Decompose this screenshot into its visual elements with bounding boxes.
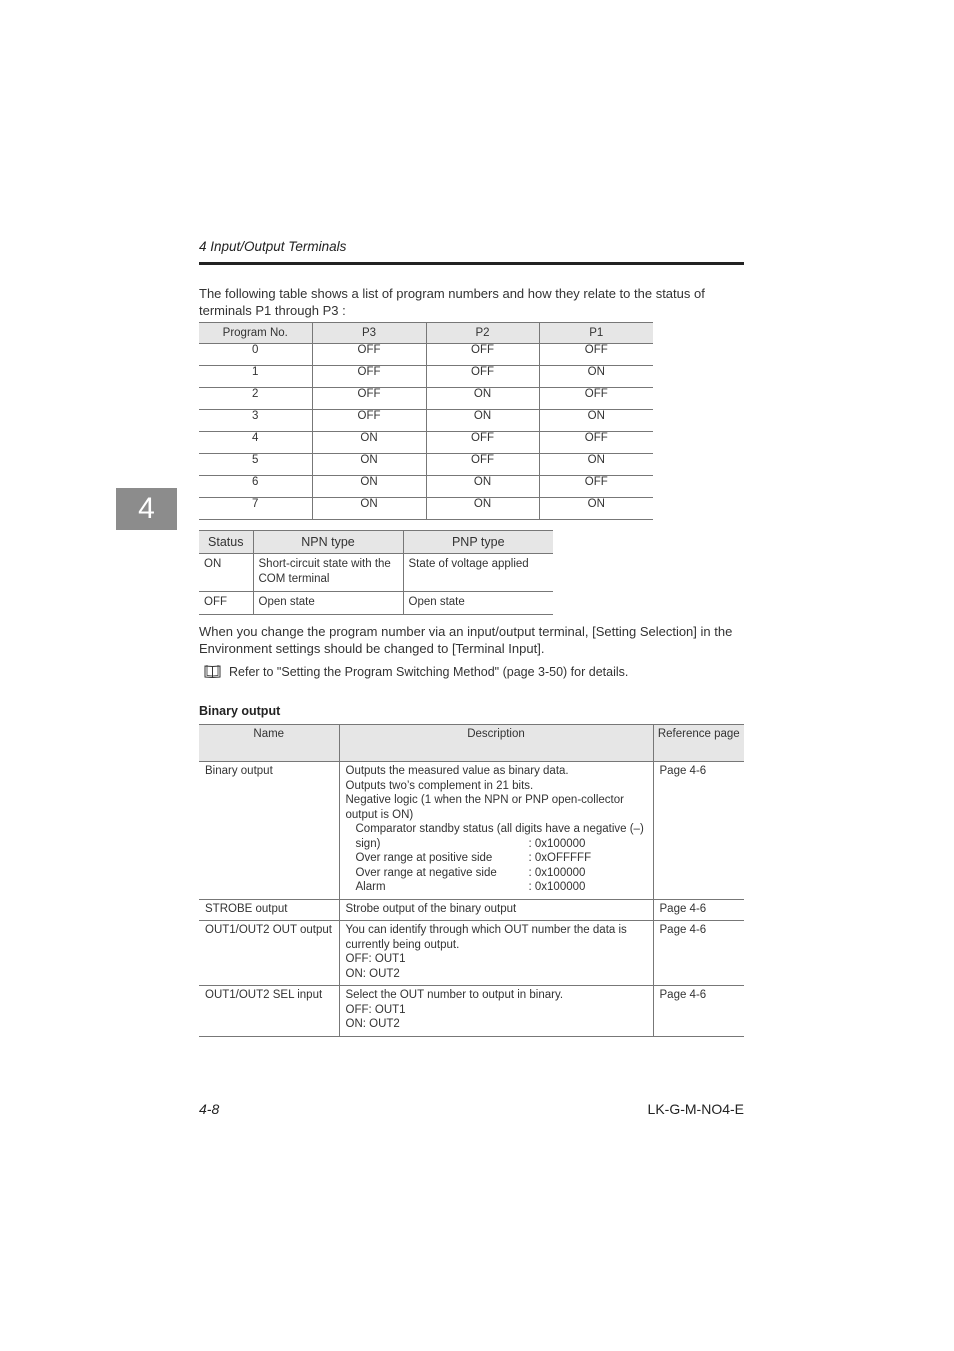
table-cell: OFF — [539, 388, 653, 410]
document-code: LK-G-M-NO4-E — [647, 1101, 744, 1117]
table-cell: ON — [312, 476, 426, 498]
row-reference: Page 4-6 — [653, 899, 744, 921]
table-cell: OFF — [539, 432, 653, 454]
program-table — [199, 322, 653, 520]
description-line: OFF: OUT1 — [345, 1003, 406, 1016]
table-cell: OFF — [426, 344, 539, 366]
table-cell: 7 — [199, 498, 312, 520]
description-line: OFF: OUT1 — [345, 953, 406, 965]
table-row — [199, 476, 653, 498]
column-header: Program No. — [199, 323, 312, 344]
binary-output-table — [199, 724, 744, 1037]
description-line: You can identify through which OUT number the data is currently being output. — [345, 924, 627, 951]
value-row — [346, 851, 648, 866]
table-cell: ON — [199, 554, 253, 592]
table-cell: OFF — [426, 432, 539, 454]
value-row — [346, 880, 648, 895]
book-icon — [204, 664, 221, 679]
table-row — [199, 344, 653, 366]
row-name: OUT1/OUT2 OUT output — [199, 921, 339, 986]
description-line: Strobe output of the binary output — [345, 902, 517, 915]
value-text: : 0x100000 — [528, 866, 586, 879]
table-cell: ON — [539, 454, 653, 476]
column-header-reference: Reference page — [653, 725, 744, 762]
table-row — [199, 432, 653, 454]
table-row — [199, 921, 744, 986]
table-cell: ON — [426, 476, 539, 498]
binary-output-heading: Binary output — [199, 704, 281, 718]
table-row — [199, 986, 744, 1037]
description-line: ON: OUT2 — [345, 967, 400, 980]
section-title: 4 Input/Output Terminals — [199, 239, 347, 254]
description-line: Outputs the measured value as binary data. — [345, 765, 569, 777]
value-text: : 0xOFFFFF — [528, 852, 592, 864]
description-line: ON: OUT2 — [345, 1018, 400, 1030]
table-cell: Open state — [403, 592, 553, 615]
table-cell: 3 — [199, 410, 312, 432]
column-header: P1 — [539, 323, 653, 344]
column-header-name: Name — [199, 725, 339, 762]
reference-text: Refer to "Setting the Program Switching Method" (page 3-50) for details. — [229, 665, 629, 679]
table-row — [199, 410, 653, 432]
table-row — [199, 762, 744, 900]
row-reference: Page 4-6 — [653, 921, 744, 986]
chapter-tab: 4 — [116, 488, 177, 530]
table-cell: ON — [426, 388, 539, 410]
table-cell: OFF — [539, 344, 653, 366]
value-label: Over range at negative side — [355, 866, 497, 879]
table-cell: 5 — [199, 454, 312, 476]
column-header: NPN type — [253, 531, 403, 554]
table-row — [199, 899, 744, 921]
row-reference: Page 4-6 — [653, 762, 744, 900]
row-description — [339, 921, 653, 986]
table-cell: 0 — [199, 344, 312, 366]
table-cell: Short-circuit state with the COM terminal — [253, 554, 403, 592]
value-text: : 0x100000 — [528, 881, 586, 893]
row-description — [339, 986, 653, 1037]
table-row — [199, 454, 653, 476]
table-cell: ON — [312, 454, 426, 476]
reference-note — [204, 664, 628, 681]
table-cell: 2 — [199, 388, 312, 410]
table-row — [199, 498, 653, 520]
value-row — [346, 866, 648, 881]
table-cell: ON — [426, 410, 539, 432]
value-label: Alarm — [355, 881, 386, 893]
column-header: P3 — [312, 323, 426, 344]
table-cell: ON — [539, 366, 653, 388]
table-cell: OFF — [312, 366, 426, 388]
table-cell: ON — [312, 498, 426, 520]
status-table — [199, 530, 553, 615]
standby-value: : 0x100000 — [528, 837, 586, 850]
row-name: OUT1/OUT2 SEL input — [199, 986, 339, 1037]
program-table-header-row — [199, 323, 653, 344]
table-cell: 6 — [199, 476, 312, 498]
row-name: STROBE output — [199, 899, 339, 921]
row-name: Binary output — [199, 762, 339, 900]
column-header: PNP type — [403, 531, 553, 554]
binary-table-header-row — [199, 725, 744, 762]
table-cell: OFF — [312, 344, 426, 366]
table-cell: OFF — [312, 388, 426, 410]
description-line: Select the OUT number to output in binary. — [345, 989, 564, 1001]
column-header: Status — [199, 531, 253, 554]
description-line: Negative logic (1 when the NPN or PNP open-collector output is ON) — [345, 794, 624, 821]
table-row — [199, 554, 553, 592]
table-cell: Open state — [253, 592, 403, 615]
table-cell: 1 — [199, 366, 312, 388]
value-label: Over range at positive side — [355, 852, 493, 864]
row-reference: Page 4-6 — [653, 986, 744, 1037]
table-row — [199, 366, 653, 388]
table-cell: OFF — [539, 476, 653, 498]
table-cell: State of voltage applied — [403, 554, 553, 592]
table-row — [199, 592, 553, 615]
table-row — [199, 388, 653, 410]
standby-status-entry — [346, 822, 648, 851]
table-cell: OFF — [199, 592, 253, 615]
table-cell: ON — [312, 432, 426, 454]
column-header-description: Description — [339, 725, 653, 762]
table-cell: OFF — [426, 366, 539, 388]
table-cell: 4 — [199, 432, 312, 454]
table-cell: OFF — [312, 410, 426, 432]
description-line: Outputs two’s complement in 21 bits. — [345, 779, 534, 792]
intro-paragraph: The following table shows a list of program numbers and how they relate to the status of terminals P1 through P3 : — [199, 286, 705, 318]
description-line: Comparator standby status (all digits have a negative (–) sign) — [355, 823, 644, 850]
page-number: 4-8 — [199, 1101, 220, 1117]
table-cell: ON — [539, 498, 653, 520]
column-header: P2 — [426, 323, 539, 344]
row-description — [339, 762, 653, 900]
table-cell: OFF — [426, 454, 539, 476]
table-cell: ON — [539, 410, 653, 432]
status-table-header-row — [199, 531, 553, 554]
section-header — [199, 238, 744, 265]
program-change-paragraph: When you change the program number via an input/output terminal, [Setting Selection] in the Environment settings should be changed to [Terminal Input]. — [199, 624, 733, 656]
row-description — [339, 899, 653, 921]
table-cell: ON — [426, 498, 539, 520]
